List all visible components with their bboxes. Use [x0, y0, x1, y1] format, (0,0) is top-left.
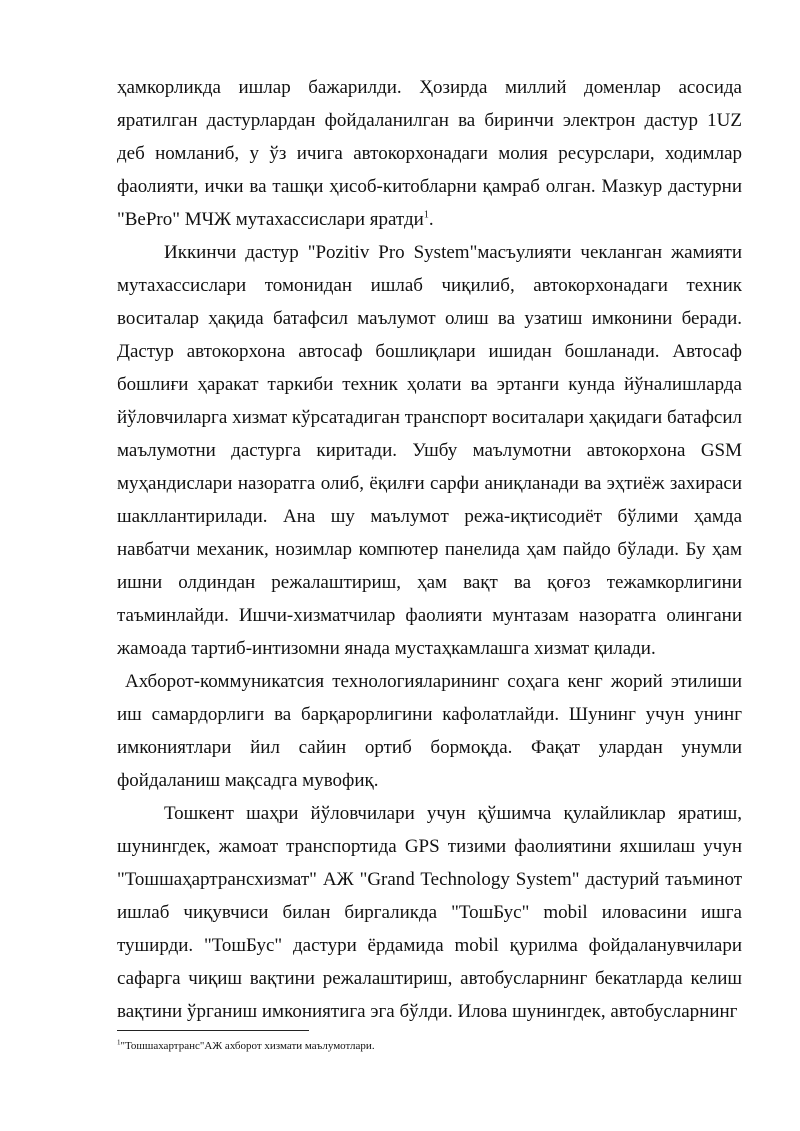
paragraph-1-end: .: [428, 209, 434, 230]
footnote-divider: [117, 1030, 309, 1031]
paragraph-4: Тошкент шаҳри йўловчилари учун қўшимча қулайликлар яратиш, шунингдек, жамоат транспортида GPS тизими фаолиятини яхшилаш учун "Тошшаҳартрансхизмат" АЖ "Grand Technology System" дастурий таъминот ишлаб чиқувчиси билан биргаликда "ТошБус" mobil иловасини ишга туширди. "ТошБус" дастури ёрдамида mobil қурилма фойдаланувчилари сафарга чиқиш вақтини режалаштириш, автобусларнинг бекатларда келиш вақтини ўрганиш имкониятига эга бўлди. Илова шунингдек, автобусларнинг: [117, 803, 742, 1022]
paragraph-2: Иккинчи дастур "Pozitiv Pro System"масъулияти чекланган жамияти мутахассислари томонидан ишлаб чиқилиб, автокорхонадаги техник воситалар ҳақида батафсил маълумот олиш ва узатиш имконини беради. Дастур автокорхона автосаф бошлиқлари ишидан бошланади. Автосаф бошлиғи ҳаракат таркиби техник ҳолати ва эртанги кунда йўналишларда йўловчиларга хизмат кўрсатадиган транспорт воситалари ҳақидаги батафсил маълумотни дастурга киритади. Ушбу маълумотни автокорхона GSM муҳандислари назоратга олиб, ёқилғи сарфи аниқланади ва эҳтиёж захираси шакллантирилади. Ана шу маълумот режа-иқтисодиёт бўлими ҳамда навбатчи механик, нозимлар компютер панелида ҳам пайдо бўлади. Бу ҳам ишни олдиндан режалаштириш, ҳам вақт ва қоғоз тежамкорлигини таъминлайди. Ишчи-хизматчилар фаолияти мунтазам назоратга олингани жамоада тартиб-интизомни янада мустаҳкамлашга хизмат қилади.: [117, 242, 742, 659]
footnote-reference: 1: [423, 209, 429, 221]
body-text: [117, 71, 742, 1028]
footnote-text: "Тошшахартранс"АЖ ахборот хизмати маълумотлари.: [120, 1040, 375, 1052]
footnote: [117, 1039, 742, 1053]
paragraph-1: [117, 71, 742, 236]
paragraph-1-text: ҳамкорликда ишлар бажарилди. Ҳозирда миллий доменлар асосида яратилган дастурлардан фойдаланилган ва биринчи электрон дастур 1UZ деб номланиб, у ўз ичига автокорхонадаги молия ресурслари, ходимлар фаолияти, ички ва ташқи ҳисоб-китобларни қамраб олган. Мазкур дастурни "BePro" МЧЖ мутахассислари яратди: [117, 77, 742, 230]
paragraph-3: Ахборот-коммуникатсия технологияларининг соҳага кенг жорий этилиши иш самардорлиги ва барқарорлигини кафолатлайди. Шунинг учун унинг имкониятлари йил сайин ортиб бормоқда. Фақат улардан унумли фойдаланиш мақсадга мувофиқ.: [117, 671, 742, 791]
footnote-marker: 1: [117, 1038, 121, 1047]
